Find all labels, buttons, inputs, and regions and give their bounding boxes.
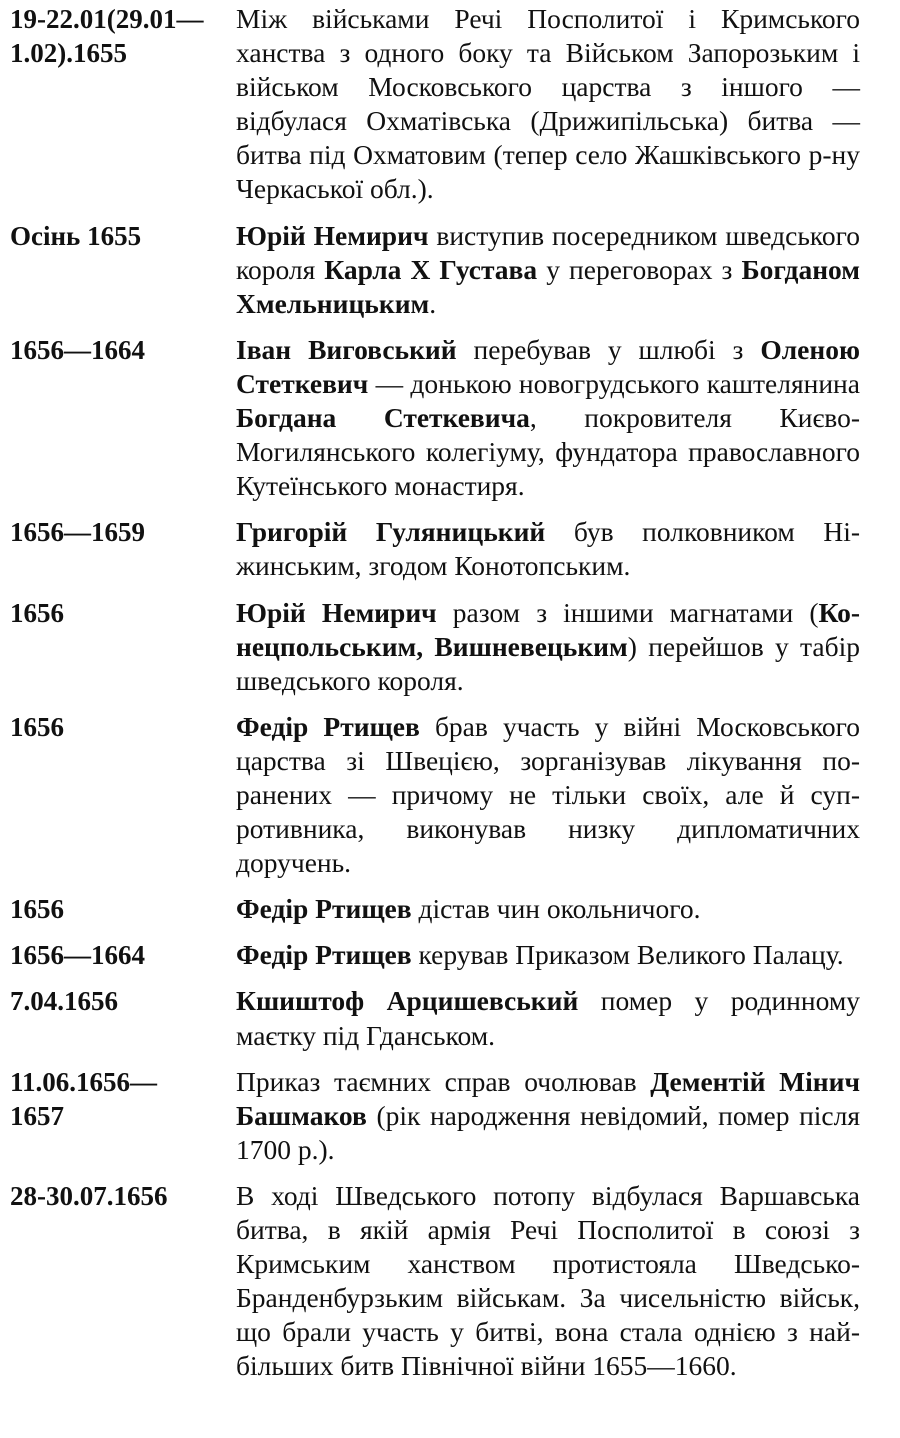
entry-date: 1656—1659 [10,517,145,548]
entry-text-segment: ) перейшов у табір шведського короля. [236,630,860,696]
entry-text-segment: . [429,287,437,319]
entry-text-segment: брав участь у війні Московського царства зі Швецією, зорганізував лікування поранених — причому не тільки своїх, але й супротивника, виконував низку дипломатичних доручень. [236,710,861,879]
entry-date: 1656—1664 [10,940,145,971]
chronology-entry [10,219,860,321]
entry-name-bold: Юрій Немирич [236,219,429,251]
entry-text [236,515,860,583]
entry-text [236,984,860,1052]
entry-name-bold: Дементій Мінич Башмаков [236,1065,860,1131]
entry-date: 28-30.07.1656 [10,1180,168,1211]
entry-text-segment: — донькою новогрудського каштелянина [368,367,860,399]
entry-text [236,892,860,926]
entry-date: 1656 [10,894,64,925]
entry-name-bold: Богданом Хмельницьким [236,253,861,319]
entry-text-segment: разом з іншими магнатами ( [436,596,819,628]
entry-date: 11.06.1656— 1657 [10,1066,158,1131]
chronology-table [10,2,860,1395]
entry-text [236,710,860,880]
chronology-entry [10,1065,860,1167]
entry-text-segment: Між військами Речі Посполитої і Кримського ханства з одного боку та Військом Запорозьким і військом Московського царства з іншого — відбулася Охматівська (Дрижипільська) битва — битва під Охматовим (тепер село Жашківського р-ну Черкаської обл.). [236,3,860,205]
entry-text [236,596,860,698]
entry-date: 1656 [10,711,64,742]
chronology-entry [10,710,860,880]
entry-text-segment: помер у родинному маєтку під Гданськом. [236,985,860,1051]
chronology-entry [10,938,860,972]
entry-name-bold: Григорій Гуляницький [236,516,546,548]
entry-name-bold: Карла X Густава [324,253,538,285]
entry-date: 7.04.1656 [10,986,118,1017]
entry-text [236,219,860,321]
entry-text-segment: (рік народження невідомий, помер після 1700 р.). [236,1099,860,1165]
chronology-entry [10,892,860,926]
entry-text-segment: , покровителя Києво-Могилянського колегіуму, фундатора православного Кутеїнського монастиря. [236,402,860,502]
entry-text [236,2,860,207]
entry-text-segment: В ході Шведського потопу відбулася Варшавська битва, в якій армія Речі Посполитої в союзі з Кримським ханством протистояла Шведсько-Бранденбурзьким військам. За чисельністю військ, що брали участь у битві, вона стала однією з найбільших битв Північної війни 1655—1660. [236,1179,860,1382]
chronology-entry [10,1179,860,1384]
chronology-entry [10,515,860,583]
entry-text-segment: був полковником Ніжинським, згодом Конотопським. [236,516,861,582]
entry-date: 19-22.01(29.01— 1.02).1655 [10,4,204,68]
entry-text-segment: перебував у шлюбі з [456,333,761,365]
entry-name-bold: Конецпольським, Вишневецьким [236,596,860,662]
entry-name-bold: Федір Ртищев [236,893,412,925]
chronology-entry [10,2,860,207]
entry-text-segment: у переговорах з [537,253,742,285]
entry-name-bold: Оленою Стеткевич [236,333,860,399]
entry-text [236,1065,860,1167]
entry-text-segment: дістав чин окольничого. [411,893,701,925]
entry-text-segment: Приказ таємних справ очолював [236,1065,651,1097]
chronology-entry [10,596,860,698]
entry-name-bold: Іван Виговський [236,333,457,365]
entry-name-bold: Юрій Немирич [236,596,437,628]
entry-text [236,938,860,972]
entry-name-bold: Кшиштоф Арцишевський [236,985,579,1017]
chronology-entry [10,984,860,1052]
entry-date: 1656—1664 [10,334,145,365]
entry-text-segment: виступив посередником шведського короля [236,219,860,285]
entry-name-bold: Федір Ртищев [236,939,412,971]
chronology-entry [10,333,860,503]
entry-text [236,333,860,503]
entry-text-segment: керував Приказом Великого Палацу. [411,939,844,971]
entry-date: 1656 [10,597,64,628]
entry-name-bold: Федір Ртищев [236,710,420,742]
entry-name-bold: Богдана Стеткевича [236,402,530,434]
entry-date: Осінь 1655 [10,220,142,251]
entry-text [236,1179,860,1384]
